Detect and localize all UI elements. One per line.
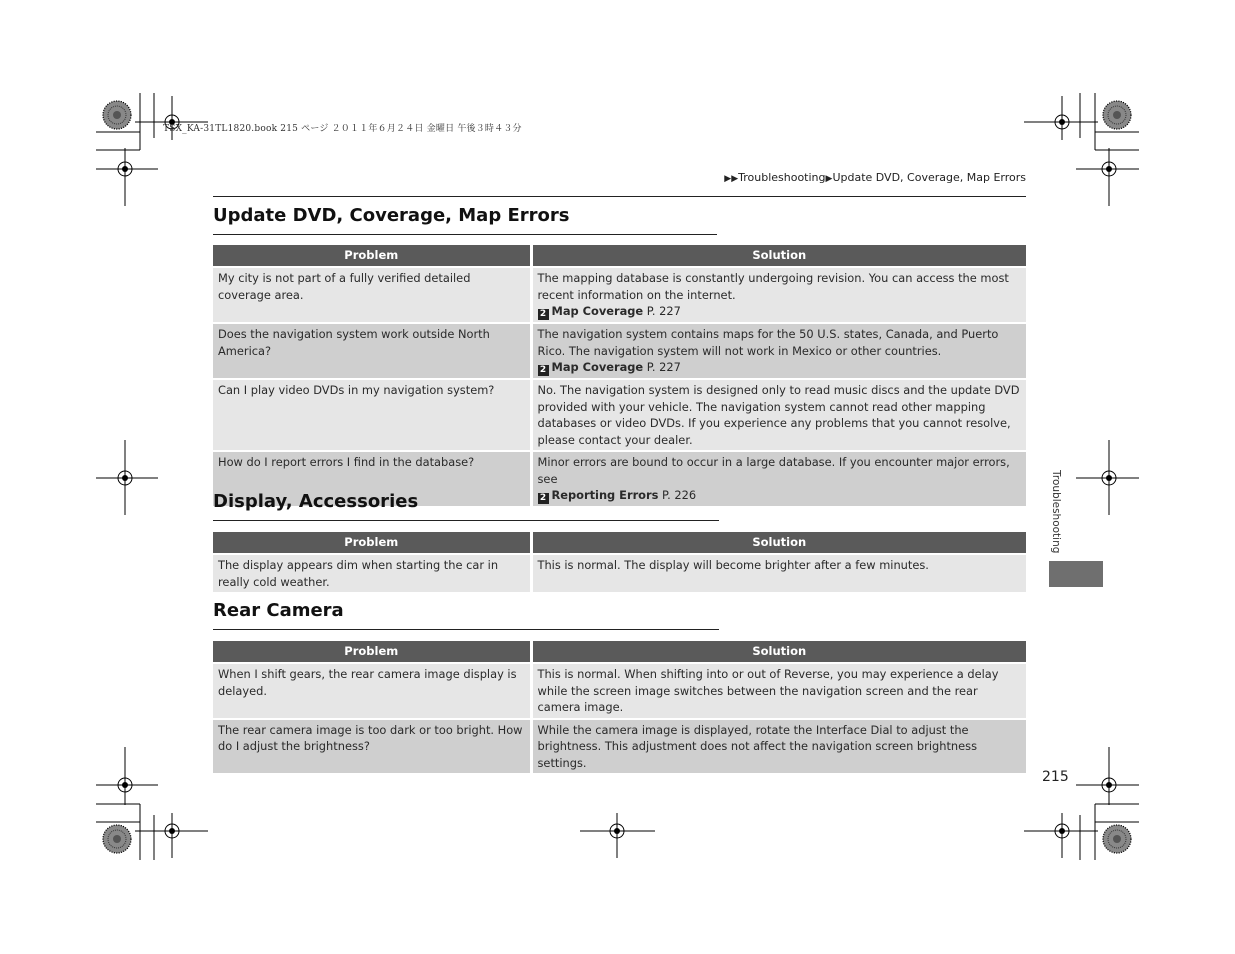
solution-cell: This is normal. The display will become brighter after a few minutes. bbox=[531, 554, 1026, 592]
side-tab-label: Troubleshooting bbox=[1050, 470, 1062, 554]
problem-cell: The rear camera image is too dark or too bright. How do I adjust the brightness? bbox=[213, 719, 531, 774]
breadcrumb-marker: ▶▶ bbox=[724, 174, 739, 184]
column-header-problem: Problem bbox=[213, 641, 531, 663]
cross-reference-link[interactable]: Map Coverage bbox=[551, 304, 644, 318]
solution-cell bbox=[531, 451, 1026, 506]
table-row bbox=[213, 719, 1026, 774]
solution-text: Minor errors are bound to occur in a large database. If you encounter major errors, see bbox=[537, 455, 1010, 486]
problem-cell: The display appears dim when starting the car in really cold weather. bbox=[213, 554, 531, 592]
breadcrumb-level1[interactable]: Troubleshooting bbox=[738, 171, 826, 184]
cross-reference-page: P. 227 bbox=[646, 304, 681, 318]
troubleshooting-table-update-dvd bbox=[213, 245, 1026, 506]
column-header-problem: Problem bbox=[213, 532, 531, 554]
problem-cell: When I shift gears, the rear camera image display is delayed. bbox=[213, 663, 531, 719]
chapter-tab bbox=[1049, 561, 1103, 587]
table-row bbox=[213, 267, 1026, 323]
breadcrumb-level2: Update DVD, Coverage, Map Errors bbox=[832, 171, 1026, 184]
section-title-display: Display, Accessories bbox=[213, 491, 419, 512]
column-header-solution: Solution bbox=[531, 532, 1026, 554]
table-row bbox=[213, 323, 1026, 379]
section-title-update-dvd: Update DVD, Coverage, Map Errors bbox=[213, 205, 570, 226]
breadcrumb-separator: ▶ bbox=[825, 174, 833, 184]
print-info: TSX_KA-31TL1820.book 215 ページ ２０１１年６月２４日 金曜日 午後３時４３分 bbox=[163, 124, 522, 134]
solution-text: The navigation system contains maps for the 50 U.S. states, Canada, and Puerto Rico. The navigation system will not work in Mexico or other countries. bbox=[537, 327, 999, 358]
cross-reference-page: P. 226 bbox=[662, 488, 697, 502]
cross-reference-link[interactable]: Map Coverage bbox=[551, 360, 644, 374]
solution-cell: This is normal. When shifting into or out of Reverse, you may experience a delay while the screen image switches between the navigation screen and the rear camera image. bbox=[531, 663, 1026, 719]
page-number: 215 bbox=[1042, 769, 1069, 785]
cross-reference-link[interactable]: Reporting Errors bbox=[551, 488, 659, 502]
cross-reference-icon: 2 bbox=[538, 309, 549, 320]
section-rule bbox=[213, 234, 717, 235]
column-header-solution: Solution bbox=[531, 641, 1026, 663]
section-rule bbox=[213, 629, 719, 630]
column-header-problem: Problem bbox=[213, 245, 531, 267]
troubleshooting-table-display bbox=[213, 532, 1026, 592]
column-header-solution: Solution bbox=[531, 245, 1026, 267]
problem-cell: Does the navigation system work outside North America? bbox=[213, 323, 531, 379]
solution-cell bbox=[531, 323, 1026, 379]
problem-cell: Can I play video DVDs in my navigation system? bbox=[213, 379, 531, 451]
solution-cell: While the camera image is displayed, rotate the Interface Dial to adjust the brightness. This adjustment does not affect the navigation screen brightness settings. bbox=[531, 719, 1026, 774]
troubleshooting-table-rear-camera bbox=[213, 641, 1026, 773]
header-rule bbox=[213, 196, 1026, 197]
cross-reference-page: P. 227 bbox=[646, 360, 681, 374]
section-rule bbox=[213, 520, 719, 521]
solution-text: The mapping database is constantly undergoing revision. You can access the most recent information on the internet. bbox=[537, 271, 1009, 302]
cross-reference-icon: 2 bbox=[538, 493, 549, 504]
breadcrumb bbox=[724, 171, 1026, 184]
problem-cell: How do I report errors I find in the database? bbox=[213, 451, 531, 506]
problem-cell: My city is not part of a fully verified detailed coverage area. bbox=[213, 267, 531, 323]
section-title-rear-camera: Rear Camera bbox=[213, 600, 344, 621]
solution-cell bbox=[531, 267, 1026, 323]
table-row bbox=[213, 663, 1026, 719]
solution-cell: No. The navigation system is designed only to read music discs and the update DVD provided with your vehicle. The navigation system cannot read other mapping databases or video DVDs. If you experience any problems that you cannot resolve, please contact your dealer. bbox=[531, 379, 1026, 451]
table-row bbox=[213, 554, 1026, 592]
table-row bbox=[213, 379, 1026, 451]
cross-reference-icon: 2 bbox=[538, 365, 549, 376]
